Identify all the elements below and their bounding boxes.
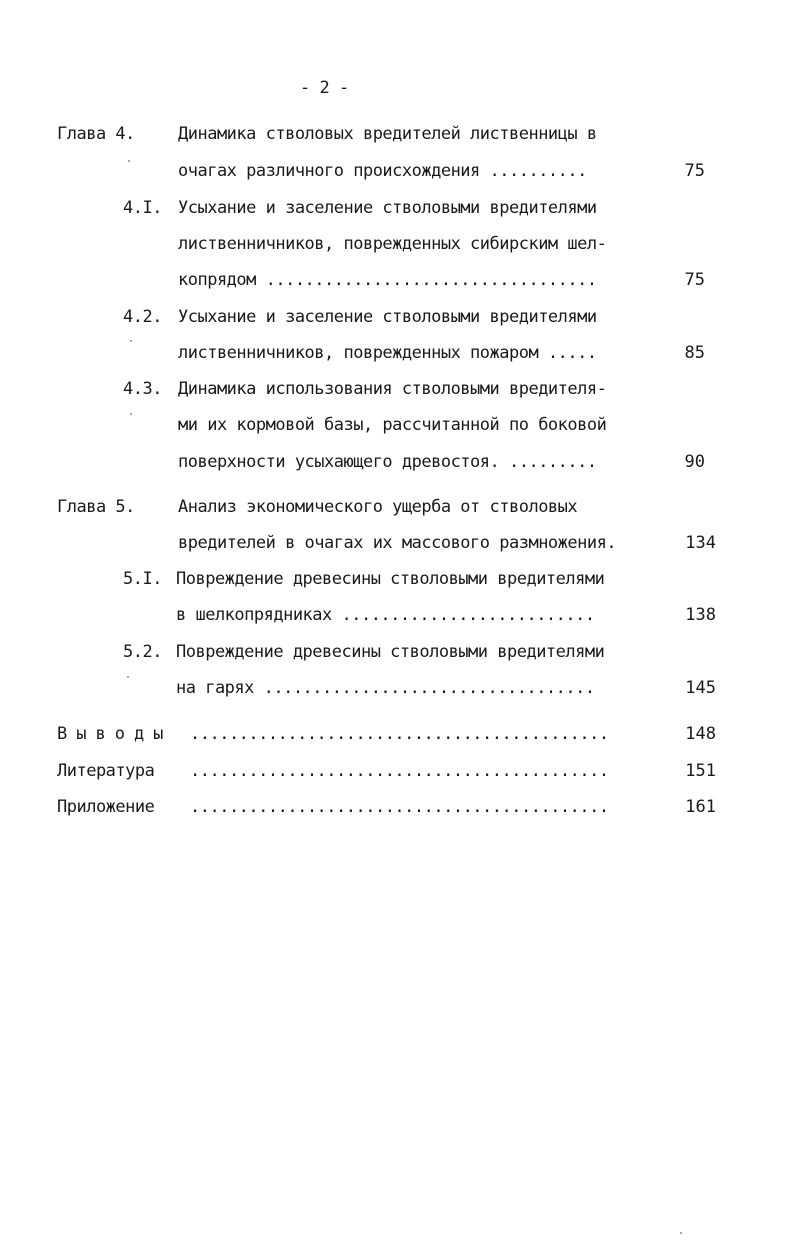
- section-number: 4.3.: [123, 379, 162, 399]
- page-number: - 2 -: [300, 78, 349, 98]
- page-ref: 138: [685, 605, 716, 625]
- conclusions-label: Выводы: [57, 724, 173, 744]
- section-number: 4.I.: [123, 198, 162, 218]
- section-title-line: ми их кормовой базы, рассчитанной по боковой: [178, 415, 607, 435]
- leader-dots: ...........................................: [190, 797, 609, 817]
- page-ref: 75: [684, 270, 705, 290]
- section-title-line: Усыхание и заселение стволовыми вредителями: [178, 307, 597, 327]
- section-title-line: Повреждение древесины стволовыми вредителями: [176, 569, 605, 589]
- page-ref: 85: [684, 343, 705, 363]
- section-title-line: Повреждение древесины стволовыми вредителями: [176, 642, 605, 662]
- leader-dots: ...........................................: [190, 724, 609, 744]
- chapter-label: Глава 4.: [57, 124, 135, 144]
- chapter-title-line: очагах различного происхождения ..........: [178, 161, 587, 181]
- section-number: 5.2.: [123, 642, 162, 662]
- page-ref: 151: [685, 761, 716, 781]
- page-ref: 134: [685, 533, 716, 553]
- chapter-label: Глава 5.: [57, 497, 135, 517]
- section-number: 5.I.: [123, 569, 162, 589]
- page-ref: 145: [685, 678, 716, 698]
- scan-speck: [130, 340, 132, 342]
- section-title-line: лиственничников, поврежденных сибирским шел-: [178, 234, 607, 254]
- section-title-line: Динамика использования стволовыми вредителя-: [178, 379, 607, 399]
- leader-dots: ...........................................: [190, 761, 609, 781]
- section-title-line: лиственничников, поврежденных пожаром .....: [178, 343, 597, 363]
- section-title-line: копрядом ..................................: [178, 270, 597, 290]
- section-title-line: на гарях ..................................: [176, 678, 595, 698]
- chapter-title-line: вредителей в очагах их массового размножения.: [178, 533, 617, 553]
- page-ref: 75: [684, 161, 705, 181]
- section-title-line: в шелкопрядниках ..........................: [176, 605, 595, 625]
- page-ref: 148: [685, 724, 716, 744]
- section-number: 4.2.: [123, 307, 162, 327]
- scan-speck: [680, 1232, 682, 1234]
- page-ref: 161: [685, 797, 716, 817]
- appendix-label: Приложение: [57, 797, 155, 817]
- scan-speck: [127, 676, 129, 678]
- chapter-title-line: Анализ экономического ущерба от стволовых: [178, 497, 578, 517]
- page-ref: 90: [684, 452, 705, 472]
- chapter-title-line: Динамика стволовых вредителей лиственницы в: [178, 124, 597, 144]
- section-title-line: поверхности усыхающего древостоя. .........: [178, 452, 597, 472]
- section-title-line: Усыхание и заселение стволовыми вредителями: [178, 198, 597, 218]
- scan-speck: [128, 160, 130, 162]
- scan-speck: [130, 413, 132, 415]
- literature-label: Литература: [57, 761, 155, 781]
